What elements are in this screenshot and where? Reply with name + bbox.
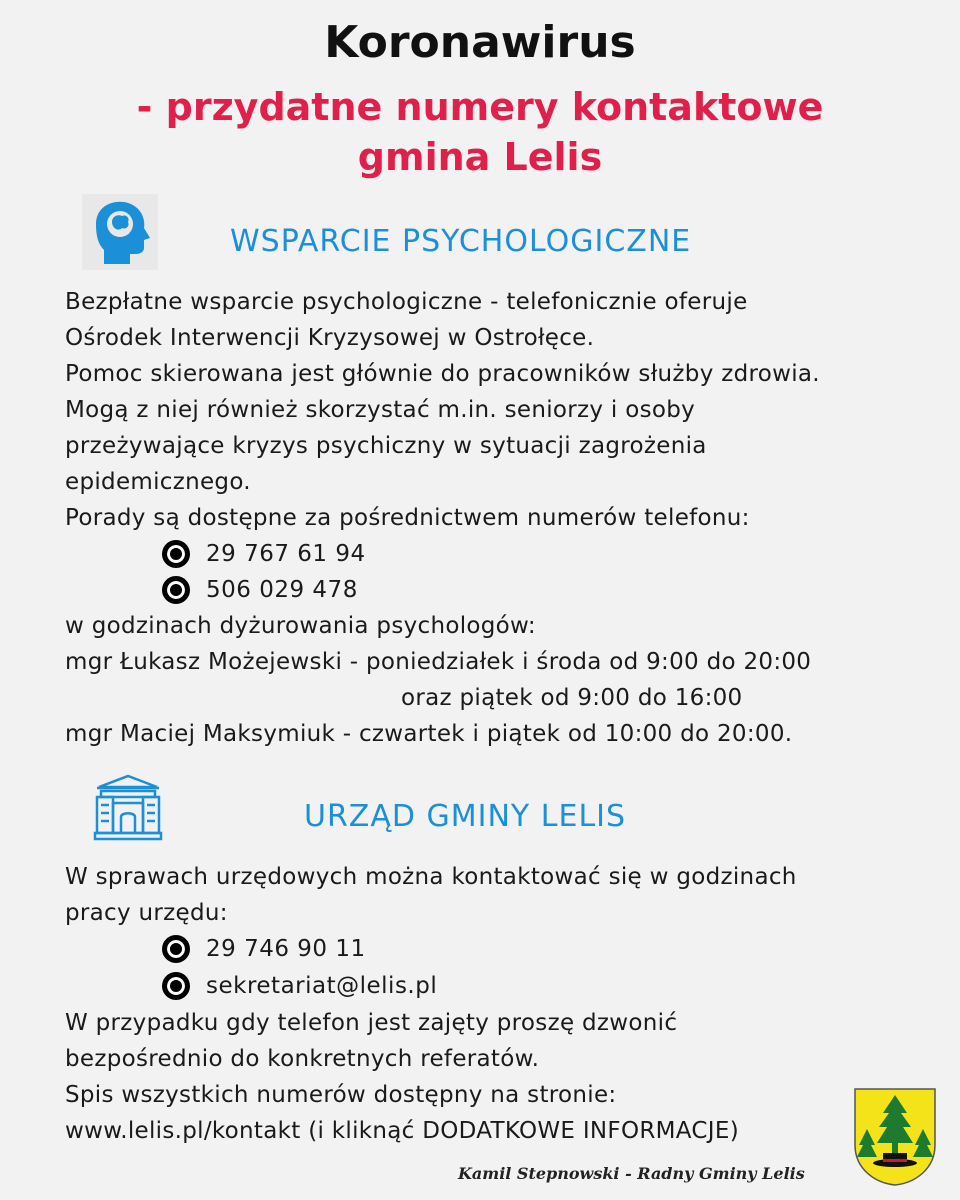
phone-number: 506 029 478 xyxy=(206,577,358,603)
psych-line: Mogą z niej również skorzystać m.in. seniorzy i osoby xyxy=(65,397,696,423)
contact-item xyxy=(162,968,437,1004)
phone-item xyxy=(162,572,358,608)
psych-line: Bezpłatne wsparcie psychologiczne - telefonicznie oferuje xyxy=(65,289,748,315)
bullet-icon xyxy=(162,935,190,963)
coat-of-arms-icon xyxy=(853,1087,937,1187)
hours-intro: w godzinach dyżurowania psychologów: xyxy=(65,613,536,639)
office-line: W sprawach urzędowych można kontaktować się w godzinach xyxy=(65,864,797,890)
section-heading-psych: WSPARCIE PSYCHOLOGICZNE xyxy=(230,224,692,259)
office-line: W przypadku gdy telefon jest zajęty proszę dzwonić xyxy=(65,1010,678,1036)
office-email: sekretariat@lelis.pl xyxy=(206,973,438,999)
psych-line: Porady są dostępne za pośrednictwem numerów telefonu: xyxy=(65,505,750,531)
bullet-icon xyxy=(162,540,190,568)
psych-line: Ośrodek Interwencji Kryzysowej w Ostrołęce. xyxy=(65,325,595,351)
office-phone: 29 746 90 11 xyxy=(206,936,366,962)
author-signature: Kamil Stepnowski - Radny Gminy Lelis xyxy=(458,1164,805,1183)
building-icon xyxy=(93,773,163,843)
phone-item xyxy=(162,536,366,572)
office-line: pracy urzędu: xyxy=(65,900,228,926)
page-title: Koronawirus xyxy=(324,17,636,68)
page-subtitle-line1: - przydatne numery kontaktowe xyxy=(136,85,824,129)
psych-line: przeżywające kryzys psychiczny w sytuacji zagrożenia xyxy=(65,433,707,459)
bullet-icon xyxy=(162,972,190,1000)
page-subtitle-line2: gmina Lelis xyxy=(357,135,603,179)
contact-item xyxy=(162,931,366,967)
hours-line: oraz piątek od 9:00 do 16:00 xyxy=(401,685,743,711)
phone-number: 29 767 61 94 xyxy=(206,541,366,567)
office-url-line: www.lelis.pl/kontakt (i kliknąć DODATKOWE INFORMACJE) xyxy=(65,1118,739,1144)
bullet-icon xyxy=(162,576,190,604)
hours-line: mgr Łukasz Możejewski - poniedziałek i środa od 9:00 do 20:00 xyxy=(65,649,812,675)
psych-line: Pomoc skierowana jest głównie do pracowników służby zdrowia. xyxy=(65,361,820,387)
head-brain-icon xyxy=(82,194,158,270)
office-line: bezpośrednio do konkretnych referatów. xyxy=(65,1046,540,1072)
section-heading-office: URZĄD GMINY LELIS xyxy=(304,799,627,834)
hours-line: mgr Maciej Maksymiuk - czwartek i piątek od 10:00 do 20:00. xyxy=(65,721,793,747)
psych-line: epidemicznego. xyxy=(65,469,251,495)
office-line: Spis wszystkich numerów dostępny na stronie: xyxy=(65,1082,617,1108)
